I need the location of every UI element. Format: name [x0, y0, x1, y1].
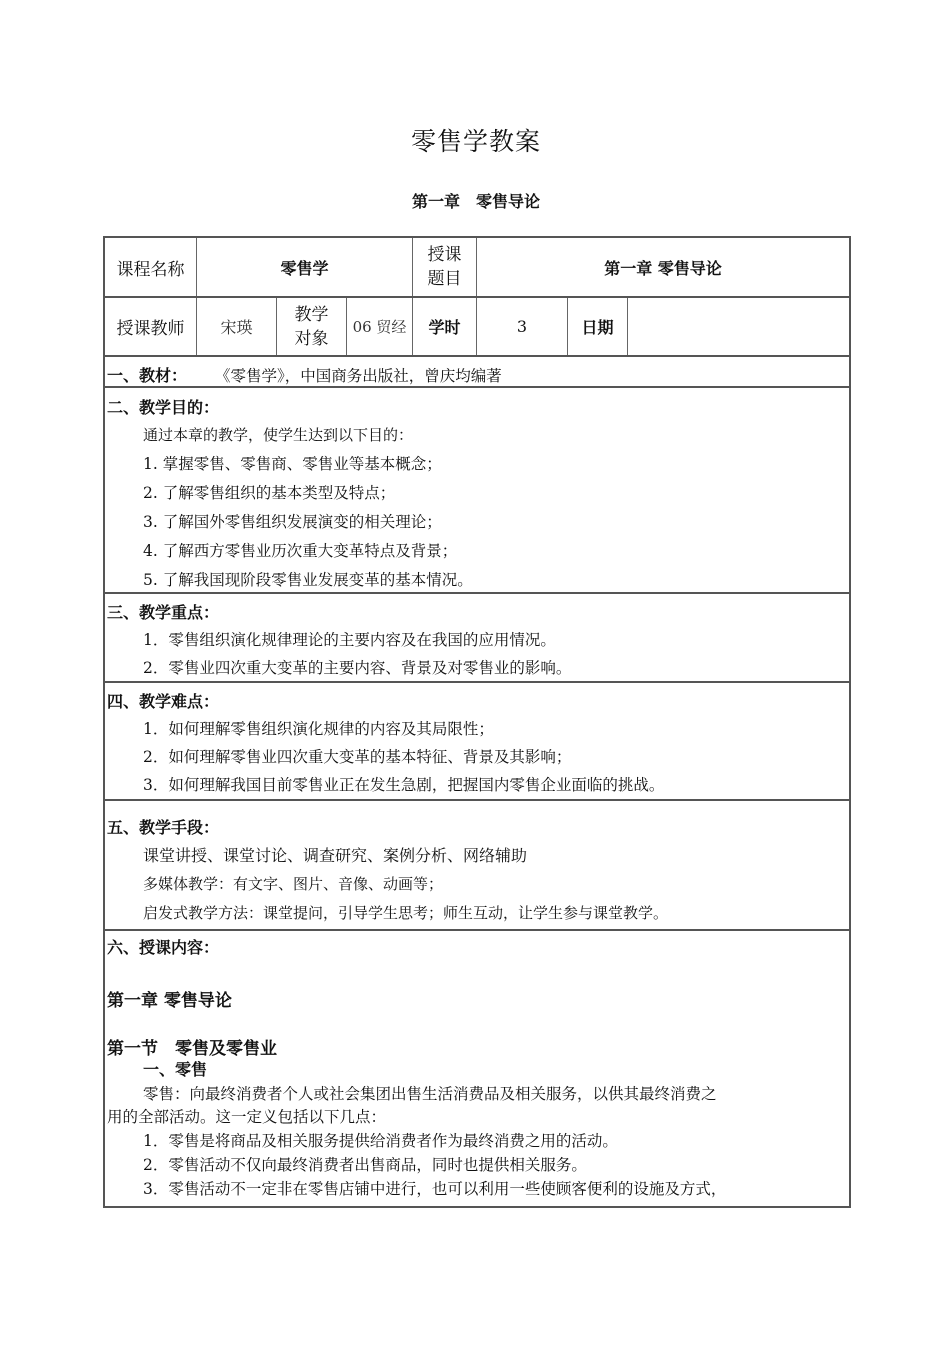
goals-heading: 二、教学目的： — [107, 398, 220, 417]
topic-label-line1: 授课 — [427, 245, 462, 265]
difficulty-item: 1．如何理解零售组织演化规律的内容及其局限性； — [143, 720, 494, 738]
audience-value: 06 贸经 — [346, 298, 412, 355]
textbook-row — [105, 357, 849, 388]
difficulty-item: 2．如何理解零售业四次重大变革的基本特征、背景及其影响； — [143, 748, 572, 766]
audience-label-line1: 教学 — [294, 304, 329, 325]
goal-item: 5. 了解我国现阶段零售业发展变革的基本情况。 — [143, 571, 473, 589]
teacher-info-row — [105, 298, 849, 357]
method-item: 启发式教学方法：课堂提问，引导学生思考；师生互动，让学生参与课堂教学。 — [143, 904, 669, 922]
content-item: 2．零售活动不仅向最终消费者出售商品，同时也提供相关服务。 — [143, 1156, 587, 1174]
content-subsection: 一、零售 — [143, 1060, 208, 1079]
difficulties-row — [105, 683, 849, 801]
content-chapter: 第一章 零售导论 — [107, 991, 232, 1011]
goal-item: 1. 掌握零售、零售商、零售业等基本概念； — [143, 455, 442, 473]
content-paragraph-line2: 用的全部活动。这一定义包括以下几点： — [107, 1108, 387, 1126]
content-heading: 六、授课内容： — [107, 938, 220, 957]
methods-heading: 五、教学手段： — [107, 818, 220, 837]
content-item: 1．零售是将商品及相关服务提供给消费者作为最终消费之用的活动。 — [143, 1132, 618, 1150]
keypoint-item: 1．零售组织演化规律理论的主要内容及在我国的应用情况。 — [143, 631, 556, 649]
method-item: 多媒体教学：有文字、图片、音像、动画等； — [143, 875, 444, 893]
date-value — [627, 298, 849, 355]
methods-row — [105, 801, 849, 931]
content-row — [105, 931, 849, 1206]
lesson-plan-table — [103, 236, 851, 1208]
course-name-value: 零售学 — [196, 238, 412, 296]
textbook-heading: 一、教材： — [107, 366, 188, 385]
textbook-text: 《零售学》，中国商务出版社，曾庆均编著 — [215, 367, 502, 385]
audience-label-line2: 对象 — [294, 328, 329, 349]
difficulty-item: 3．如何理解我国目前零售业正在发生急剧，把握国内零售企业面临的挑战。 — [143, 776, 665, 794]
content-item: 3．零售活动不一定非在零售店铺中进行，也可以利用一些使顾客便利的设施及方式， — [143, 1180, 727, 1198]
teacher-label: 授课教师 — [116, 319, 185, 339]
keypoints-heading: 三、教学重点： — [107, 603, 220, 622]
course-name-label: 课程名称 — [116, 259, 185, 280]
topic-value: 第一章 零售导论 — [476, 238, 849, 296]
difficulties-heading: 四、教学难点： — [107, 692, 220, 711]
goal-item: 3. 了解国外零售组织发展演变的相关理论； — [143, 513, 442, 531]
goal-item: 2. 了解零售组织的基本类型及特点； — [143, 484, 396, 502]
keypoint-item: 2．零售业四次重大变革的主要内容、背景及对零售业的影响。 — [143, 659, 572, 677]
date-label: 日期 — [567, 298, 627, 355]
goals-intro: 通过本章的教学，使学生达到以下目的： — [143, 426, 414, 444]
content-section: 第一节 零售及零售业 — [107, 1039, 277, 1059]
hours-value: 3 — [476, 298, 567, 355]
hours-label: 学时 — [412, 298, 476, 355]
chapter-subtitle: 第一章 零售导论 — [411, 192, 540, 211]
topic-label-line2: 题目 — [427, 269, 462, 289]
method-item: 课堂讲授、课堂讨论、调查研究、案例分析、网络辅助 — [143, 846, 528, 865]
topic-label — [412, 238, 476, 296]
keypoints-row — [105, 594, 849, 683]
content-paragraph-line1: 零售：向最终消费者个人或社会集团出售生活消费品及相关服务，以供其最终消费之 — [143, 1085, 717, 1103]
goals-row — [105, 388, 849, 594]
goal-item: 4. 了解西方零售业历次重大变革特点及背景； — [143, 542, 458, 560]
course-info-row — [105, 238, 849, 298]
document-title: 零售学教案 — [410, 127, 541, 156]
audience-label — [276, 298, 346, 355]
teacher-value: 宋瑛 — [196, 298, 276, 355]
